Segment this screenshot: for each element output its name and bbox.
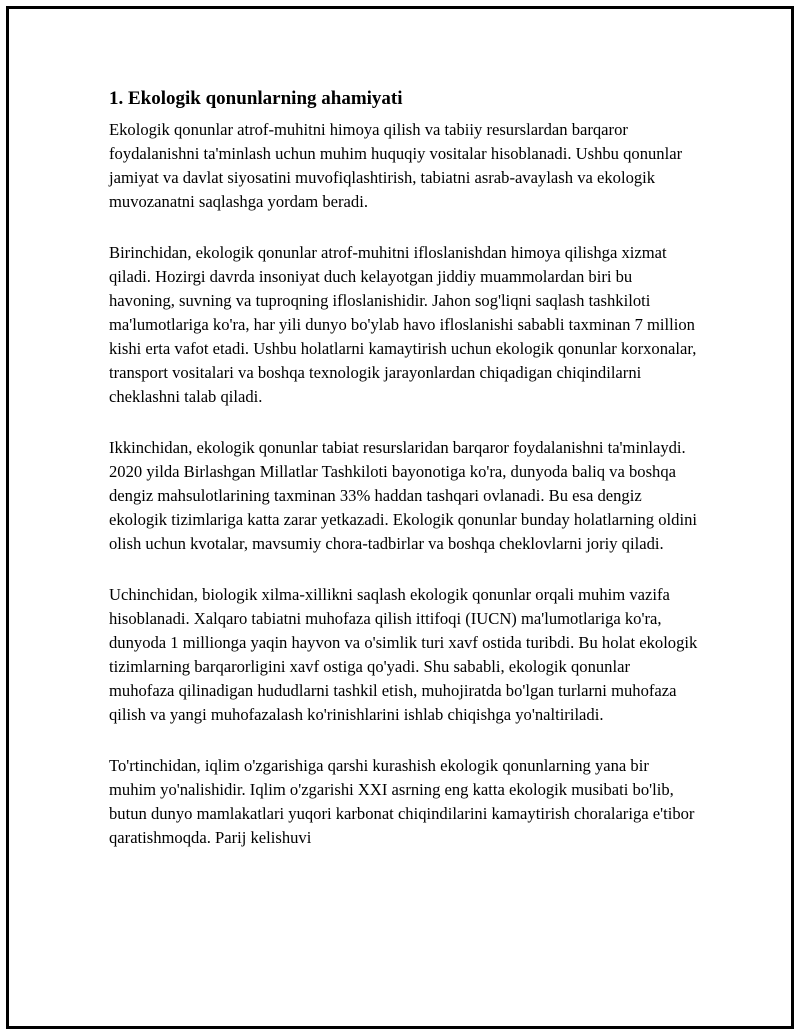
paragraph-intro: Ekologik qonunlar atrof-muhitni himoya qilish va tabiiy resurslardan barqaror foydalanishni ta'minlash uchun muhim huquqiy vositalar hisoblanadi. Ushbu qonunlar jamiyat va davlat siyosatini muvofiqlashtirish, tabiatni asrab-avaylash va ekologik muvozanatni saqlashga yordam beradi.	[109, 120, 683, 211]
paragraph-third: Uchinchidan, biologik xilma-xillikni saqlash ekologik qonunlar orqali muhim vazifa hisoblanadi. Xalqaro tabiatni muhofaza qilish ittifoqi (IUCN) ma'lumotlariga ko'ra, dunyoda 1 millionga yaqin hayvon va o'simlik turi xavf ostida turibdi. Bu holat ekologik tizimlarning barqarorligini xavf ostiga qo'yadi. Shu sababli, ekologik qonunlar muhofaza qilinadigan hududlarni tashkil etish, muhojiratda bo'lgan turlarni muhofaza qilish va yangi muhofazalash ko'rinishlarini ishlab chiqishga yo'naltiriladi.	[109, 585, 698, 724]
document-body	[109, 86, 699, 877]
paragraph-first: Birinchidan, ekologik qonunlar atrof-muhitni ifloslanishdan himoya qilishga xizmat qiladi. Hozirgi davrda insoniyat duch kelayotgan jiddiy muammolardan biri bu havoning, suvning va tuproqning ifloslanishidir. Jahon sog'liqni saqlash tashkiloti ma'lumotlariga ko'ra, har yili dunyo bo'ylab havo ifloslanishi sababli taxminan 7 million kishi erta vafot etadi. Ushbu holatlarni kamaytirish uchun ekologik qonunlar korxonalar, transport vositalari va boshqa texnologik jarayonlardan chiqadigan chiqindilarni cheklashni talab qiladi.	[109, 243, 697, 406]
section-heading: 1. Ekologik qonunlarning ahamiyati	[109, 88, 403, 109]
paragraph-fourth: To'rtinchidan, iqlim o'zgarishiga qarshi kurashish ekologik qonunlarning yana bir muhim yo'nalishidir. Iqlim o'zgarishi XXI asrning eng katta ekologik musibati bo'lib, butun dunyo mamlakatlari yuqori karbonat chiqindilarini kamaytirish choralariga e'tibor qaratishmoqda. Parij kelishuvi	[109, 756, 695, 847]
paragraph-second: Ikkinchidan, ekologik qonunlar tabiat resurslaridan barqaror foydalanishni ta'minlaydi. 2020 yilda Birlashgan Millatlar Tashkiloti bayonotiga ko'ra, dunyoda baliq va boshqa dengiz mahsulotlarining taxminan 33% haddan tashqari ovlanadi. Bu esa dengiz ekologik tizimlariga katta zarar yetkazadi. Ekologik qonunlar bunday holatlarning oldini olish uchun kvotalar, mavsumiy chora-tadbirlar va boshqa cheklovlarni joriy qiladi.	[109, 438, 697, 553]
